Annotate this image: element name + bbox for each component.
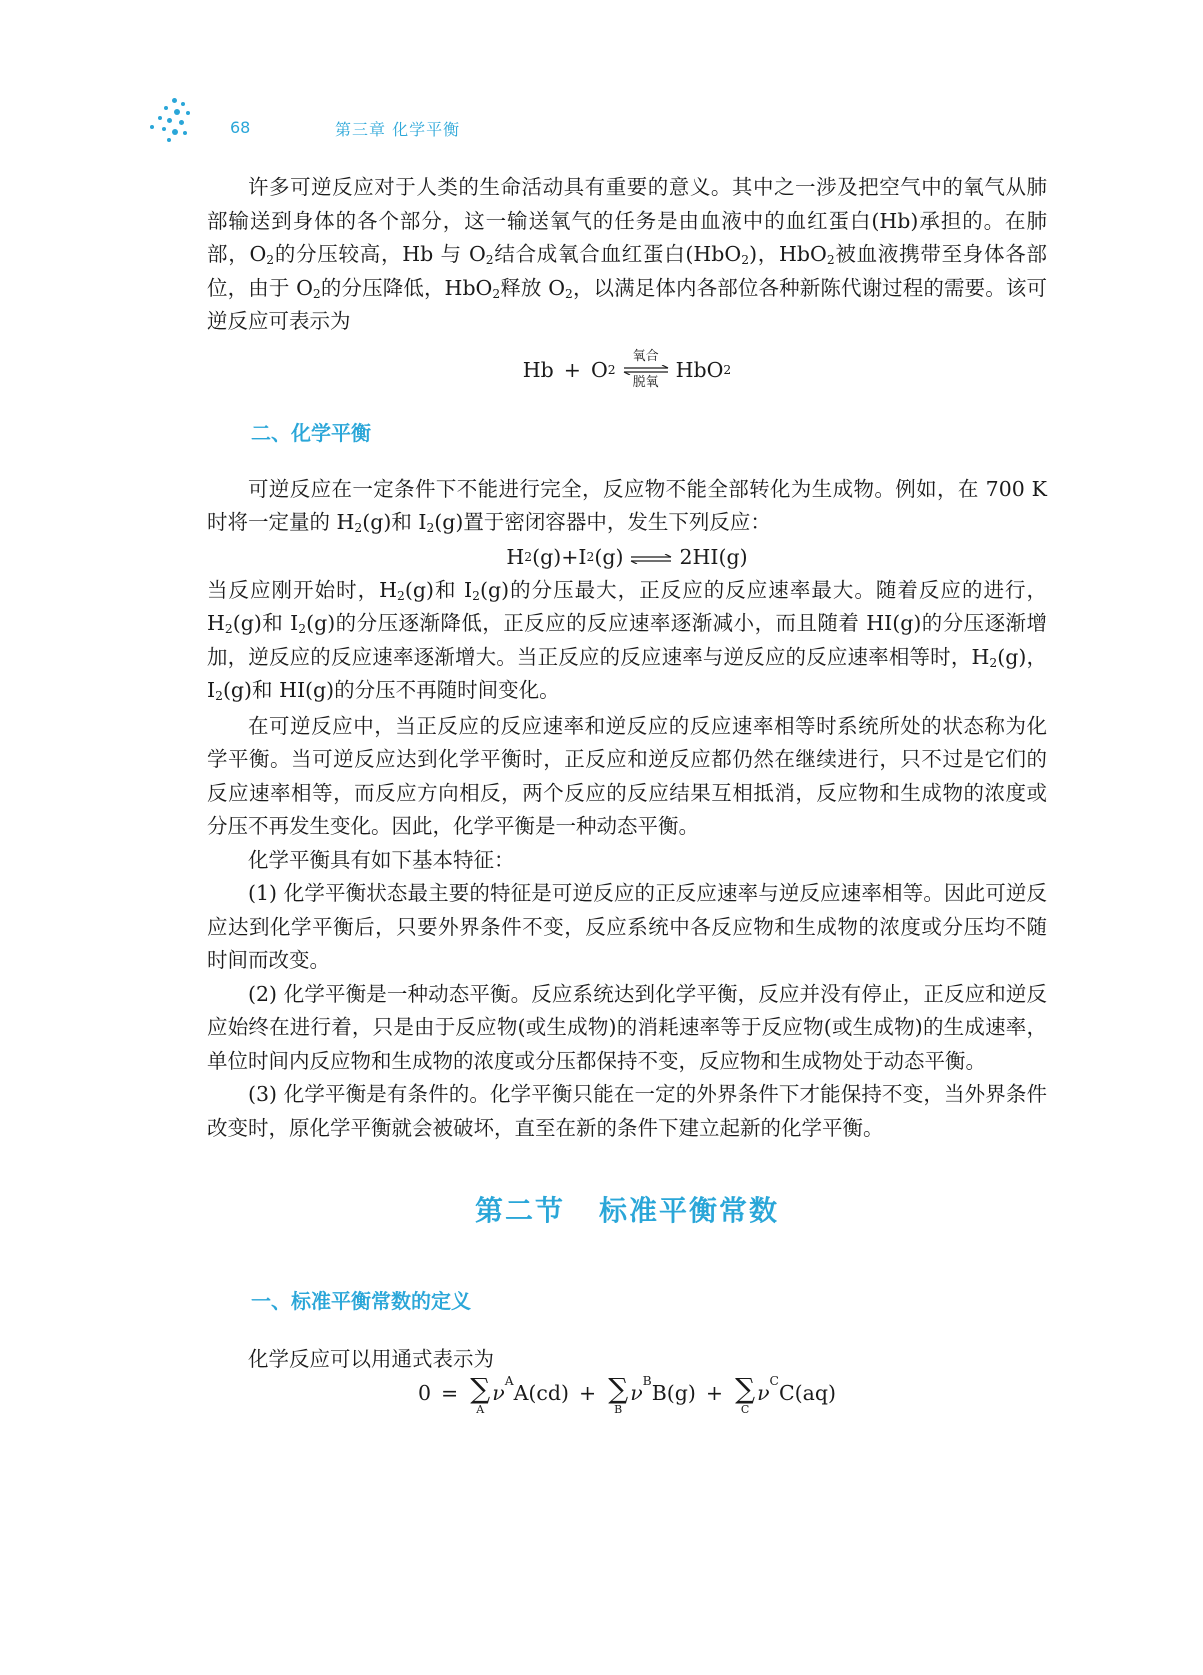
decorative-dots-icon — [150, 96, 196, 146]
paragraph-feature-1: (1) 化学平衡状态最主要的特征是可逆反应的正反应速率与逆反应速率相等。因此可逆反应达到化学平衡后，只要外界条件不变，反应系统中各反应物和生成物的浓度或分压均不随时间而改变。 — [207, 881, 1047, 972]
section-heading-chemical-equilibrium: 二、化学平衡 — [251, 420, 371, 445]
paragraph-feature-2: (2) 化学平衡是一种动态平衡。反应系统达到化学平衡，反应并没有停止，正反应和逆反应始终在进行着，只是由于反应物(或生成物)的消耗速率等于反应物(或生成物)的生成速率，单位时间内反应物和生成物的浓度或分压都保持不变，反应物和生成物处于动态平衡。 — [207, 981, 1047, 1073]
paragraph-reversible-intro: 可逆反应在一定条件下不能进行完全，反应物不能全部转化为生成物。例如，在 700 K 时将一定量的 $H_2(g)$和 $I_2(g)$置于密闭容器中，发生下列反应： — [207, 476, 1047, 536]
reversible-arrow-icon: 氧合 脱氧 — [622, 349, 670, 391]
equilibrium-arrow-icon — [629, 545, 673, 569]
paragraph-equilibrium-definition: 在可逆反应中，当正反应的反应速率和逆反应的反应速率相等时系统所处的状态称为化学平衡。当可逆反应达到化学平衡时，正反应和逆反应都仍然在继续进行，只不过是它们的反应速率相等，而反应方向相反，两个反应的反应结果互相抵消，反应物和生成物的浓度或分压不再发生变化。因此，化学平衡是一种动态平衡。 — [207, 713, 1047, 838]
paragraph-features-intro: 化学平衡具有如下基本特征： — [248, 847, 515, 872]
paragraph-feature-3: (3) 化学平衡是有条件的。化学平衡只能在一定的外界条件下才能保持不变，当外界条件改变时，原化学平衡就会被破坏，直至在新的条件下建立起新的化学平衡。 — [207, 1082, 1047, 1140]
section-title: 第二节 标准平衡常数 — [474, 1194, 780, 1227]
chapter-title: 第三章 化学平衡 — [335, 120, 461, 139]
equation-general-reaction: 0 = ∑ A ν A A(cd) + ∑ B ν B B(g) + ∑ C ν C C(aq) — [418, 1371, 836, 1416]
paragraph-rate-change: 当反应刚开始时，$H_2(g)$和 $I_2(g)$的分压最大，正反应的反应速率最大。随着反应的进行，$H_2(g)$和 $I_2(g)$的分压逐渐降低，正反应的反应速率逐渐减小，而且随着 HI(g)的分压逐渐增加，逆反应的反应速率逐渐增大。当正反应的反应速率与逆反应的反应速率相等时，$H_2(g)$，$I_2(g)$和 HI(g)的分压不再随时间变化。 — [207, 577, 1048, 704]
equation-hydrogen-iodine: H 2 (g)+I 2 (g) 2HI(g) — [506, 544, 748, 569]
page-number: 68 — [230, 118, 251, 137]
page-body — [207, 171, 1047, 1437]
section-heading-standard-constant: 一、标准平衡常数的定义 — [251, 1289, 471, 1313]
running-header — [150, 96, 1050, 146]
paragraph-oxygen-transport: 许多可逆反应对于人类的生命活动具有重要的意义。其中之一涉及把空气中的氧气从肺部输送到身体的各个部分，这一输送氧气的任务是由血液中的血红蛋白(Hb)承担的。在肺部，$O_2$的分压较高，Hb 与 $O_2$结合成氧合血红蛋白(HbO$_2$)，HbO$_2$被血液携带至身体各部位，由于 $O_2$的分压降低，HbO$_2$释放 $O_2$，以满足体内各部位各种新陈代谢过程的需要。该可逆反应可表示为 — [207, 175, 1047, 333]
equation-hemoglobin: Hb + O 2 氧合 脱氧 HbO 2 — [522, 348, 732, 390]
paragraph-general-formula-intro: 化学反应可以用通式表示为 — [248, 1347, 494, 1371]
